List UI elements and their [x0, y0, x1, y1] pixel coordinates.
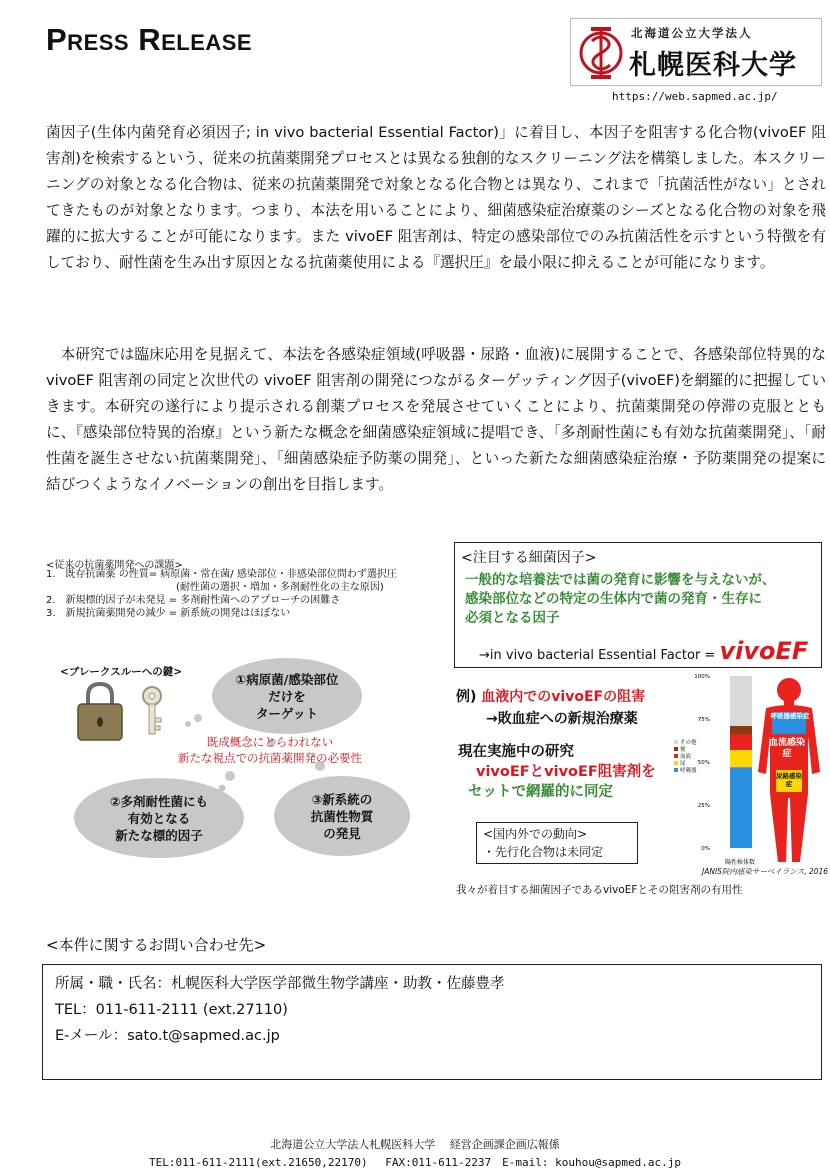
legend-label: 尿 [680, 761, 686, 767]
y-tick-label: 100% [694, 674, 710, 680]
y-tick-label: 25% [697, 803, 710, 809]
focus-line: 一般的な培養法では菌の発育に影響を与えないが、 [465, 572, 776, 588]
legend-swatch [674, 761, 678, 765]
cloud-3-line: の発見 [323, 825, 361, 841]
breakthrough-cloud-1 [212, 658, 362, 734]
footer-contact: TEL:011-611-2111(ext.21650,22170) FAX:011-611-2237 E-mail: kouhou@sapmed.ac.jp [149, 1156, 681, 1169]
focus-line: 感染部位などの特定の生体内で菌の発育・生存に [465, 591, 762, 607]
legend-swatch [674, 740, 678, 744]
website-url[interactable]: https://web.sapmed.ac.jp/ [612, 90, 778, 103]
legend-label: 便 [680, 747, 686, 753]
issues-list [46, 568, 397, 620]
paradigm-note-line: 新たな視点での抗菌薬開発の必要性 [178, 751, 362, 765]
legend-label: 呼吸器 [680, 768, 697, 774]
cloud-2-line: 新たな標的因子 [115, 827, 203, 843]
bar-segment-便 [730, 726, 752, 735]
university-logo[interactable] [570, 18, 822, 86]
paragraph-2 [46, 342, 826, 498]
breakthrough-cloud-2 [74, 778, 244, 858]
y-tick-label: 0% [701, 846, 710, 852]
cloud-2-line: ②多剤耐性菌にも [109, 793, 209, 809]
bar-segment-呼吸器 [730, 767, 752, 848]
body-label-resp: 呼吸器感染症 [770, 712, 810, 720]
research-line: vivoEFとvivoEF阻害剤を [476, 764, 656, 780]
paradigm-note-line: 既成概念にとらわれない [206, 735, 334, 749]
logo-name: 札幌医科大学 [629, 50, 797, 81]
category-label: 陽性検体数 [724, 859, 756, 866]
contact-box [42, 964, 822, 1080]
legend-label: その他 [680, 740, 697, 746]
focus-equation [479, 637, 808, 665]
figure-caption: 我々が着目する細菌因子であるvivoEFとその阻害剤の有用性 [456, 884, 743, 896]
paragraph-2-text: 本研究では臨床応用を見据えて、本法を各感染症領域(呼吸器・尿路・血液)に展開することで、各感染部位特異的な vivoEF 阻害剤の同定と次世代の vivoEF 阻害剤の開発につながるターゲッティング因子(vivoEF)を網羅的に把握していきます。本研究の遂行により提示される創薬プロセスを発展させていくことにより、抗菌薬開発の停滞の克服とともに、『感染部位特異的治療』という新たな概念を細菌感染症領域に提唱でき、「多剤耐性菌にも有効な抗菌薬開発」、「耐性菌を誕生させない抗菌薬開発」、「細菌感染症予防薬の開発」、といった新たな細菌感染症治療・予防薬開発の提案に結びつくようなイノベーションの創出を目指します。 [46, 346, 826, 493]
cloud-1-line: だけを [268, 688, 306, 704]
bar-segment-尿 [730, 750, 752, 767]
issues-title: <従来の抗菌薬開発への課題> [46, 560, 183, 571]
cloud-2-line: 有効となる [127, 810, 191, 826]
domestic-title: <国内外での動向> [483, 827, 588, 841]
paragraph-1-text: 菌因子(生体内菌発育必須因子; in vivo bacterial Essential Factor)」に着目し、本因子を阻害する化合物(vivoEF 阻害剤)を検索するという、従来の抗菌薬開発プロセスとは異なる独創的なスクリーニング法を構築しました。本スクリーニングの対象となる化合物は、従来の抗菌薬開発で対象となる化合物とは異なり、これまで「抗菌活性がない」とされてきたものが対象となります。つまり、本法を用いることにより、細菌感染症治療薬のシーズとなる化合物の対象を飛躍的に拡大することが可能になります。また vivoEF 阻害剤は、特定の感染部位でのみ抗菌活性を示すという特徴を有しており、耐性菌を生み出す原因となる抗菌薬使用による『選択圧』を最小限に抑えることが可能になります。 [46, 124, 826, 271]
contact-phone[interactable]: TEL：011-611-2111 (ext.27110) [55, 1002, 288, 1018]
issue-item: 1. 既存抗菌薬 の性質= 病原菌・常在菌/ 感染部位・非感染部位問わず選択圧 [46, 569, 397, 580]
issue-item: (耐性菌の選択・増加・多剤耐性化の主な原因) [46, 582, 384, 593]
issue-item: 2. 新規標的因子が未発見 = 多剤耐性菌へのアプローチの困難さ [46, 595, 341, 606]
legend-label: 血液 [680, 754, 692, 760]
footer-org: 北海道公立大学法人札幌医科大学 経営企画課企画広報係 [270, 1138, 560, 1151]
research-line: セットで網羅的に同定 [468, 784, 613, 800]
human-body-icon [754, 676, 824, 866]
legend-swatch [674, 754, 678, 758]
paragraph-1 [46, 120, 826, 276]
y-tick-label: 75% [697, 717, 710, 723]
body-label-blood: 血流感染症 [768, 738, 805, 759]
footer [0, 1136, 830, 1172]
issue-item: 3. 新規抗菌薬開発の減少 = 新系統の開発はほぼない [46, 608, 291, 619]
example-line [456, 686, 645, 706]
page-title: Press Release [46, 22, 253, 57]
chart-source: JANIS院内感染サーベイランス, 2016 [702, 867, 829, 876]
bar-segment-その他 [730, 676, 752, 726]
cloud-1-line: ①病原菌/感染部位 [235, 671, 339, 687]
vivoef-term: vivoEF [719, 637, 809, 665]
focus-title: <注目する細菌因子> [461, 550, 597, 566]
legend-swatch [674, 747, 678, 751]
key-label: <ブレークスルーへの鍵> [60, 666, 183, 678]
focus-line: 必須となる因子 [465, 610, 560, 626]
logo-subtitle: 北海道公立大学法人 [631, 26, 753, 40]
contact-email[interactable]: E-メール：sato.t@sapmed.ac.jp [55, 1028, 280, 1044]
paradigm-note [160, 734, 380, 766]
cloud-3-line: 抗菌性物質 [310, 808, 374, 824]
focus-factor-box [454, 542, 822, 668]
domestic-item: ・先行化合物は未同定 [483, 845, 604, 859]
university-emblem-icon [577, 25, 625, 81]
focus-equation-text: →in vivo bacterial Essential Factor = [479, 648, 720, 663]
domestic-trends-box [476, 822, 638, 864]
contact-affiliation: 所属・職・氏名：札幌医科大学医学部微生物学講座・助教・佐藤豊孝 [55, 976, 505, 992]
bar-segment-血液 [730, 734, 752, 749]
example-line-2: →敗血症への新規治療薬 [486, 711, 638, 727]
current-research [458, 742, 656, 802]
infection-site-chart [640, 668, 760, 868]
breakthrough-cloud-3 [274, 776, 410, 856]
legend-swatch [674, 768, 678, 772]
example-highlight: 血液内でのvivoEFの阻害 [481, 689, 646, 705]
body-label-urine: 尿路感染症 [776, 772, 802, 788]
cloud-3-line: ③新系統の [311, 791, 373, 807]
contact-title: <本件に関するお問い合わせ先> [46, 936, 267, 954]
cloud-1-line: ターゲット [255, 705, 318, 721]
focus-description [465, 571, 776, 628]
example-prefix: 例) [456, 689, 482, 705]
research-line: 現在実施中の研究 [458, 744, 574, 760]
y-tick-label: 50% [697, 760, 710, 766]
